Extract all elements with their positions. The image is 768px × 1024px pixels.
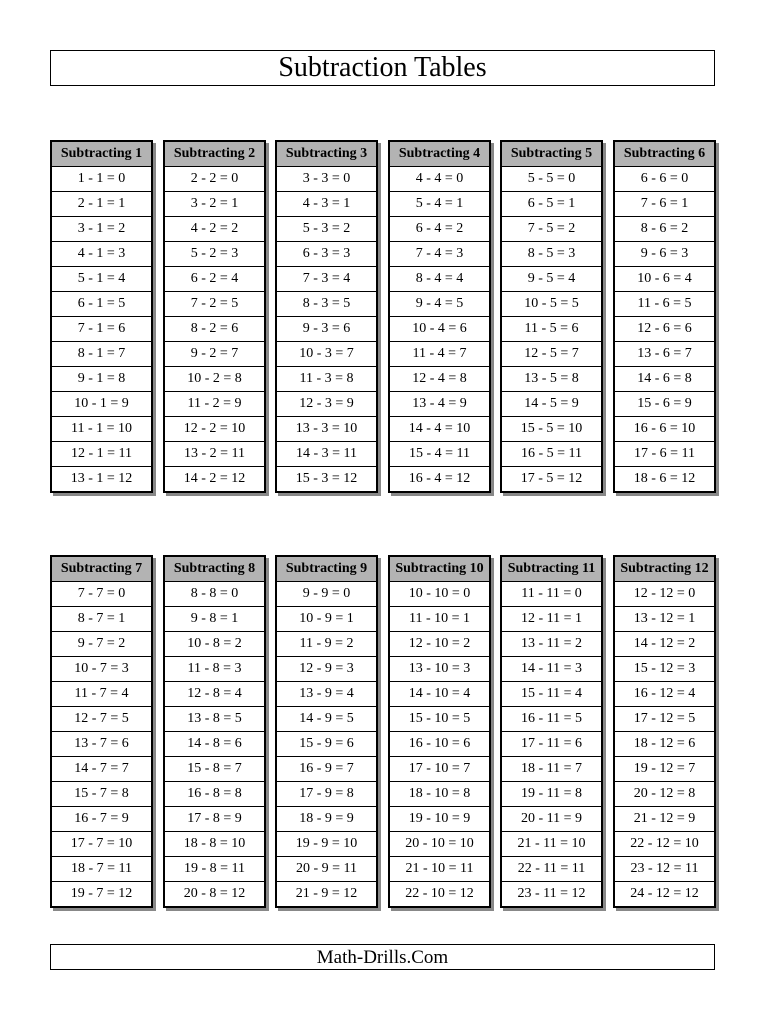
table-row: 11 - 6 = 5 [615,292,714,317]
table-header: Subtracting 12 [615,557,714,582]
table-row: 15 - 9 = 6 [277,732,376,757]
table-row: 13 - 2 = 11 [165,442,264,467]
table-row: 19 - 9 = 10 [277,832,376,857]
table-row: 11 - 7 = 4 [52,682,151,707]
table-row: 10 - 9 = 1 [277,607,376,632]
table-row: 8 - 3 = 5 [277,292,376,317]
table-row: 13 - 4 = 9 [390,392,489,417]
table-header: Subtracting 5 [502,142,601,167]
table-row: 13 - 10 = 3 [390,657,489,682]
table-row: 24 - 12 = 12 [630,886,699,901]
table-row: 18 - 10 = 8 [390,782,489,807]
table-row: 19 - 7 = 12 [70,886,133,901]
table-row: 18 - 6 = 12 [633,471,696,486]
table-row: 17 - 5 = 12 [520,471,583,486]
table-row: 7 - 2 = 5 [165,292,264,317]
table-row: 23 - 11 = 12 [517,886,586,901]
table-row: 12 - 7 = 5 [52,707,151,732]
table-row: 11 - 9 = 2 [277,632,376,657]
table-row: 20 - 10 = 10 [390,832,489,857]
subtraction-table [613,555,716,908]
table-row: 21 - 11 = 10 [502,832,601,857]
page-title: Subtraction Tables [50,50,715,86]
table-row: 15 - 3 = 12 [295,471,358,486]
table-row: 13 - 9 = 4 [277,682,376,707]
table-header: Subtracting 3 [277,142,376,167]
table-row: 18 - 8 = 10 [165,832,264,857]
table-row: 12 - 2 = 10 [165,417,264,442]
table-row: 10 - 10 = 0 [390,582,489,607]
table-header: Subtracting 8 [165,557,264,582]
table-row: 14 - 7 = 7 [52,757,151,782]
table-row: 3 - 1 = 2 [52,217,151,242]
table-row: 5 - 2 = 3 [165,242,264,267]
table-row: 16 - 6 = 10 [615,417,714,442]
table-header: Subtracting 2 [165,142,264,167]
table-row: 16 - 9 = 7 [277,757,376,782]
table-row: 20 - 8 = 12 [183,886,246,901]
table-row: 15 - 8 = 7 [165,757,264,782]
table-row: 13 - 5 = 8 [502,367,601,392]
table-row: 16 - 8 = 8 [165,782,264,807]
table-row: 20 - 11 = 9 [502,807,601,832]
table-header: Subtracting 1 [52,142,151,167]
table-header: Subtracting 7 [52,557,151,582]
table-row: 1 - 1 = 0 [52,167,151,192]
table-row: 21 - 9 = 12 [295,886,358,901]
table-row: 9 - 9 = 0 [277,582,376,607]
table-row: 12 - 5 = 7 [502,342,601,367]
table-row: 13 - 3 = 10 [277,417,376,442]
table-row: 17 - 12 = 5 [615,707,714,732]
table-row: 3 - 2 = 1 [165,192,264,217]
table-row: 10 - 1 = 9 [52,392,151,417]
table-row: 19 - 12 = 7 [615,757,714,782]
subtraction-table [50,555,153,908]
table-row: 9 - 5 = 4 [502,267,601,292]
table-row: 6 - 2 = 4 [165,267,264,292]
table-row: 15 - 7 = 8 [52,782,151,807]
table-row: 6 - 1 = 5 [52,292,151,317]
table-row: 18 - 7 = 11 [52,857,151,882]
table-row: 12 - 6 = 6 [615,317,714,342]
table-row: 11 - 4 = 7 [390,342,489,367]
table-row: 11 - 2 = 9 [165,392,264,417]
table-row: 12 - 12 = 0 [615,582,714,607]
table-row: 15 - 11 = 4 [502,682,601,707]
table-row: 20 - 12 = 8 [615,782,714,807]
table-row: 17 - 7 = 10 [52,832,151,857]
table-row: 19 - 8 = 11 [165,857,264,882]
table-row: 9 - 3 = 6 [277,317,376,342]
table-row: 12 - 4 = 8 [390,367,489,392]
table-row: 17 - 11 = 6 [502,732,601,757]
table-row: 13 - 11 = 2 [502,632,601,657]
table-row: 16 - 5 = 11 [502,442,601,467]
table-row: 15 - 4 = 11 [390,442,489,467]
table-row: 15 - 5 = 10 [502,417,601,442]
table-row: 13 - 8 = 5 [165,707,264,732]
table-row: 12 - 8 = 4 [165,682,264,707]
table-row: 7 - 6 = 1 [615,192,714,217]
table-row: 3 - 3 = 0 [277,167,376,192]
table-row: 12 - 3 = 9 [277,392,376,417]
table-row: 17 - 10 = 7 [390,757,489,782]
table-header: Subtracting 6 [615,142,714,167]
table-row: 15 - 12 = 3 [615,657,714,682]
table-row: 20 - 9 = 11 [277,857,376,882]
table-row: 11 - 1 = 10 [52,417,151,442]
subtraction-table [275,555,378,908]
table-row: 5 - 5 = 0 [502,167,601,192]
table-row: 18 - 11 = 7 [502,757,601,782]
table-row: 13 - 6 = 7 [615,342,714,367]
table-row: 12 - 11 = 1 [502,607,601,632]
table-header: Subtracting 11 [502,557,601,582]
table-row: 16 - 11 = 5 [502,707,601,732]
subtraction-table [500,140,603,493]
table-row: 13 - 12 = 1 [615,607,714,632]
table-row: 12 - 9 = 3 [277,657,376,682]
table-row: 19 - 11 = 8 [502,782,601,807]
table-row: 9 - 8 = 1 [165,607,264,632]
table-row: 8 - 5 = 3 [502,242,601,267]
table-row: 10 - 2 = 8 [165,367,264,392]
table-row: 22 - 11 = 11 [502,857,601,882]
table-row: 9 - 6 = 3 [615,242,714,267]
table-header: Subtracting 9 [277,557,376,582]
table-row: 7 - 7 = 0 [52,582,151,607]
table-row: 8 - 6 = 2 [615,217,714,242]
table-row: 8 - 7 = 1 [52,607,151,632]
table-row: 5 - 3 = 2 [277,217,376,242]
table-row: 14 - 11 = 3 [502,657,601,682]
table-row: 6 - 3 = 3 [277,242,376,267]
table-row: 21 - 10 = 11 [390,857,489,882]
table-row: 14 - 3 = 11 [277,442,376,467]
table-row: 19 - 10 = 9 [390,807,489,832]
table-row: 14 - 6 = 8 [615,367,714,392]
table-row: 2 - 1 = 1 [52,192,151,217]
table-row: 8 - 4 = 4 [390,267,489,292]
table-row: 10 - 5 = 5 [502,292,601,317]
table-row: 8 - 1 = 7 [52,342,151,367]
table-row: 21 - 12 = 9 [615,807,714,832]
table-row: 14 - 4 = 10 [390,417,489,442]
table-row: 17 - 8 = 9 [165,807,264,832]
table-row: 14 - 12 = 2 [615,632,714,657]
table-row: 9 - 2 = 7 [165,342,264,367]
footer-credit: Math-Drills.Com [50,944,715,970]
table-row: 11 - 10 = 1 [390,607,489,632]
table-row: 9 - 7 = 2 [52,632,151,657]
table-row: 4 - 4 = 0 [390,167,489,192]
table-row: 7 - 5 = 2 [502,217,601,242]
subtraction-table [388,140,491,493]
table-header: Subtracting 4 [390,142,489,167]
table-row: 14 - 2 = 12 [183,471,246,486]
table-row: 13 - 7 = 6 [52,732,151,757]
table-row: 14 - 10 = 4 [390,682,489,707]
table-header: Subtracting 10 [390,557,489,582]
table-row: 4 - 2 = 2 [165,217,264,242]
table-row: 22 - 10 = 12 [405,886,474,901]
table-row: 10 - 4 = 6 [390,317,489,342]
table-row: 11 - 3 = 8 [277,367,376,392]
table-row: 10 - 7 = 3 [52,657,151,682]
subtraction-table [163,555,266,908]
table-row: 10 - 6 = 4 [615,267,714,292]
subtraction-table [388,555,491,908]
subtraction-table [163,140,266,493]
table-row: 16 - 4 = 12 [408,471,471,486]
table-row: 12 - 1 = 11 [52,442,151,467]
table-row: 15 - 10 = 5 [390,707,489,732]
table-row: 10 - 3 = 7 [277,342,376,367]
table-row: 5 - 4 = 1 [390,192,489,217]
table-row: 2 - 2 = 0 [165,167,264,192]
table-row: 16 - 10 = 6 [390,732,489,757]
table-row: 15 - 6 = 9 [615,392,714,417]
table-row: 11 - 5 = 6 [502,317,601,342]
table-row: 5 - 1 = 4 [52,267,151,292]
table-row: 8 - 2 = 6 [165,317,264,342]
table-row: 11 - 8 = 3 [165,657,264,682]
table-row: 16 - 12 = 4 [615,682,714,707]
table-row: 9 - 1 = 8 [52,367,151,392]
table-row: 6 - 5 = 1 [502,192,601,217]
table-row: 6 - 6 = 0 [615,167,714,192]
table-row: 4 - 1 = 3 [52,242,151,267]
table-row: 7 - 4 = 3 [390,242,489,267]
table-row: 14 - 5 = 9 [502,392,601,417]
table-row: 4 - 3 = 1 [277,192,376,217]
table-row: 7 - 3 = 4 [277,267,376,292]
table-row: 16 - 7 = 9 [52,807,151,832]
table-row: 18 - 9 = 9 [277,807,376,832]
table-row: 9 - 4 = 5 [390,292,489,317]
subtraction-table [50,140,153,493]
table-row: 7 - 1 = 6 [52,317,151,342]
table-row: 22 - 12 = 10 [615,832,714,857]
subtraction-table [500,555,603,908]
table-row: 14 - 9 = 5 [277,707,376,732]
table-row: 17 - 9 = 8 [277,782,376,807]
subtraction-table [275,140,378,493]
table-row: 6 - 4 = 2 [390,217,489,242]
table-row: 14 - 8 = 6 [165,732,264,757]
table-row: 18 - 12 = 6 [615,732,714,757]
table-row: 23 - 12 = 11 [615,857,714,882]
table-row: 11 - 11 = 0 [502,582,601,607]
table-row: 12 - 10 = 2 [390,632,489,657]
table-row: 17 - 6 = 11 [615,442,714,467]
table-row: 13 - 1 = 12 [70,471,133,486]
subtraction-table [613,140,716,493]
table-row: 10 - 8 = 2 [165,632,264,657]
table-row: 8 - 8 = 0 [165,582,264,607]
